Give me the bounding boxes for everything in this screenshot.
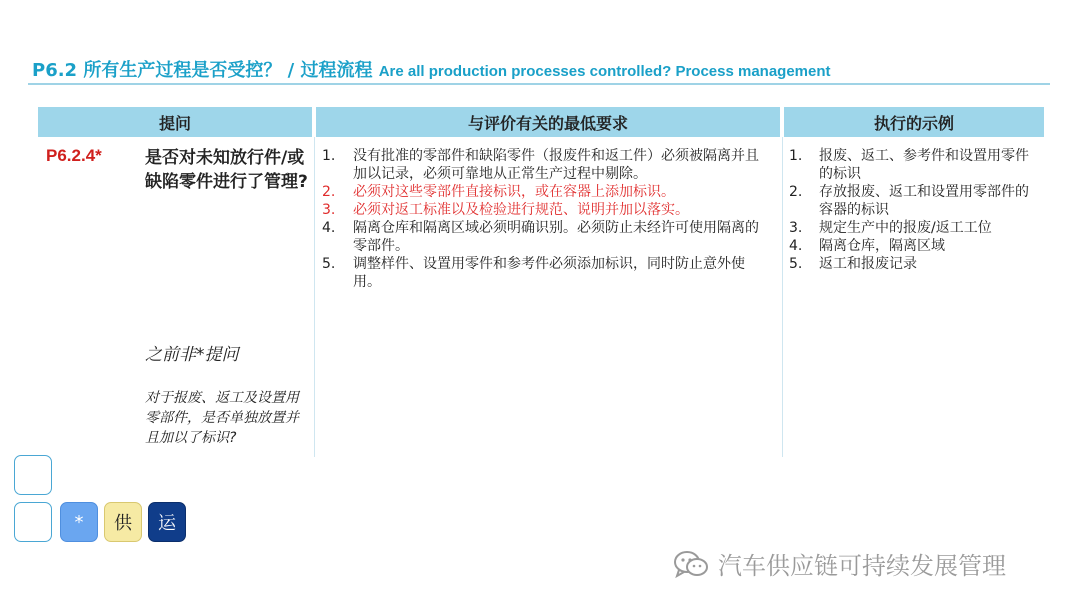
example-text: 存放报废、返工和设置用零部件的容器的标识 [819, 184, 1029, 218]
column-divider [782, 137, 783, 457]
requirement-number: 2. [322, 184, 336, 200]
requirement-number: 5. [322, 256, 336, 272]
example-text: 报废、返工、参考件和设置用零件的标识 [819, 148, 1029, 182]
example-item [789, 255, 1041, 273]
example-item [789, 219, 1041, 237]
example-number: 1. [789, 148, 803, 164]
page-title-en: Are all production processes controlled? Process management [378, 63, 831, 80]
requirement-item [322, 183, 772, 201]
requirement-text: 必须对返工标准以及检验进行规范、说明并加以落实。 [353, 202, 689, 218]
previous-question-text: 对于报废、返工及设置用零部件，是否单独放置并且加以了标识? [145, 390, 299, 446]
example-text: 返工和报废记录 [819, 256, 917, 272]
example-number: 4. [789, 238, 803, 254]
example-item [789, 183, 1041, 219]
requirement-number: 1. [322, 148, 336, 164]
example-item [789, 147, 1041, 183]
requirements-list [322, 147, 772, 291]
example-number: 2. [789, 184, 803, 200]
example-number: 3. [789, 220, 803, 236]
requirement-item [322, 147, 772, 183]
requirement-text: 隔离仓库和隔离区域必须明确识别。必须防止未经许可使用隔离的零部件。 [353, 220, 759, 254]
column-header-examples: 执行的示例 [784, 107, 1044, 137]
requirement-number: 3. [322, 202, 336, 218]
example-text: 隔离仓库，隔离区域 [819, 238, 945, 254]
wechat-icon [672, 549, 710, 579]
question-id: P6.2.4* [46, 146, 102, 165]
example-text: 规定生产中的报废/返工工位 [819, 220, 992, 236]
question-text: 是否对未知放行件/或缺陷零件进行了管理? [145, 148, 308, 192]
legend-box-empty [14, 502, 52, 542]
watermark [672, 546, 1006, 581]
watermark-text: 汽车供应链可持续发展管理 [718, 552, 1006, 580]
page-title [32, 56, 831, 82]
column-header-requirements: 与评价有关的最低要求 [316, 107, 780, 137]
legend-box-supplier: 供 [104, 502, 142, 542]
column-divider [314, 137, 315, 457]
example-number: 5. [789, 256, 803, 272]
example-item [789, 237, 1041, 255]
column-header-question: 提问 [38, 107, 312, 137]
requirement-text: 调整样件、设置用零件和参考件必须添加标识，同时防止意外使用。 [353, 256, 745, 290]
requirement-item [322, 201, 772, 219]
examples-list [789, 147, 1041, 273]
legend-box-empty [14, 455, 52, 495]
requirement-text: 没有批准的零部件和缺陷零件（报废件和返工件）必须被隔离并且加以记录，必须可靠地从正常生产过程中剔除。 [353, 148, 759, 182]
requirement-item [322, 219, 772, 255]
requirement-item [322, 255, 772, 291]
previous-question-label: 之前非*提问 [145, 345, 239, 365]
requirement-number: 4. [322, 220, 336, 236]
title-divider [28, 83, 1050, 85]
legend-box-operation: 运 [148, 502, 186, 542]
requirement-text: 必须对这些零部件直接标识，或在容器上添加标识。 [353, 184, 675, 200]
page-title-zh: P6.2 所有生产过程是否受控？ / 过程流程 [32, 60, 379, 81]
legend-box-star: * [60, 502, 98, 542]
